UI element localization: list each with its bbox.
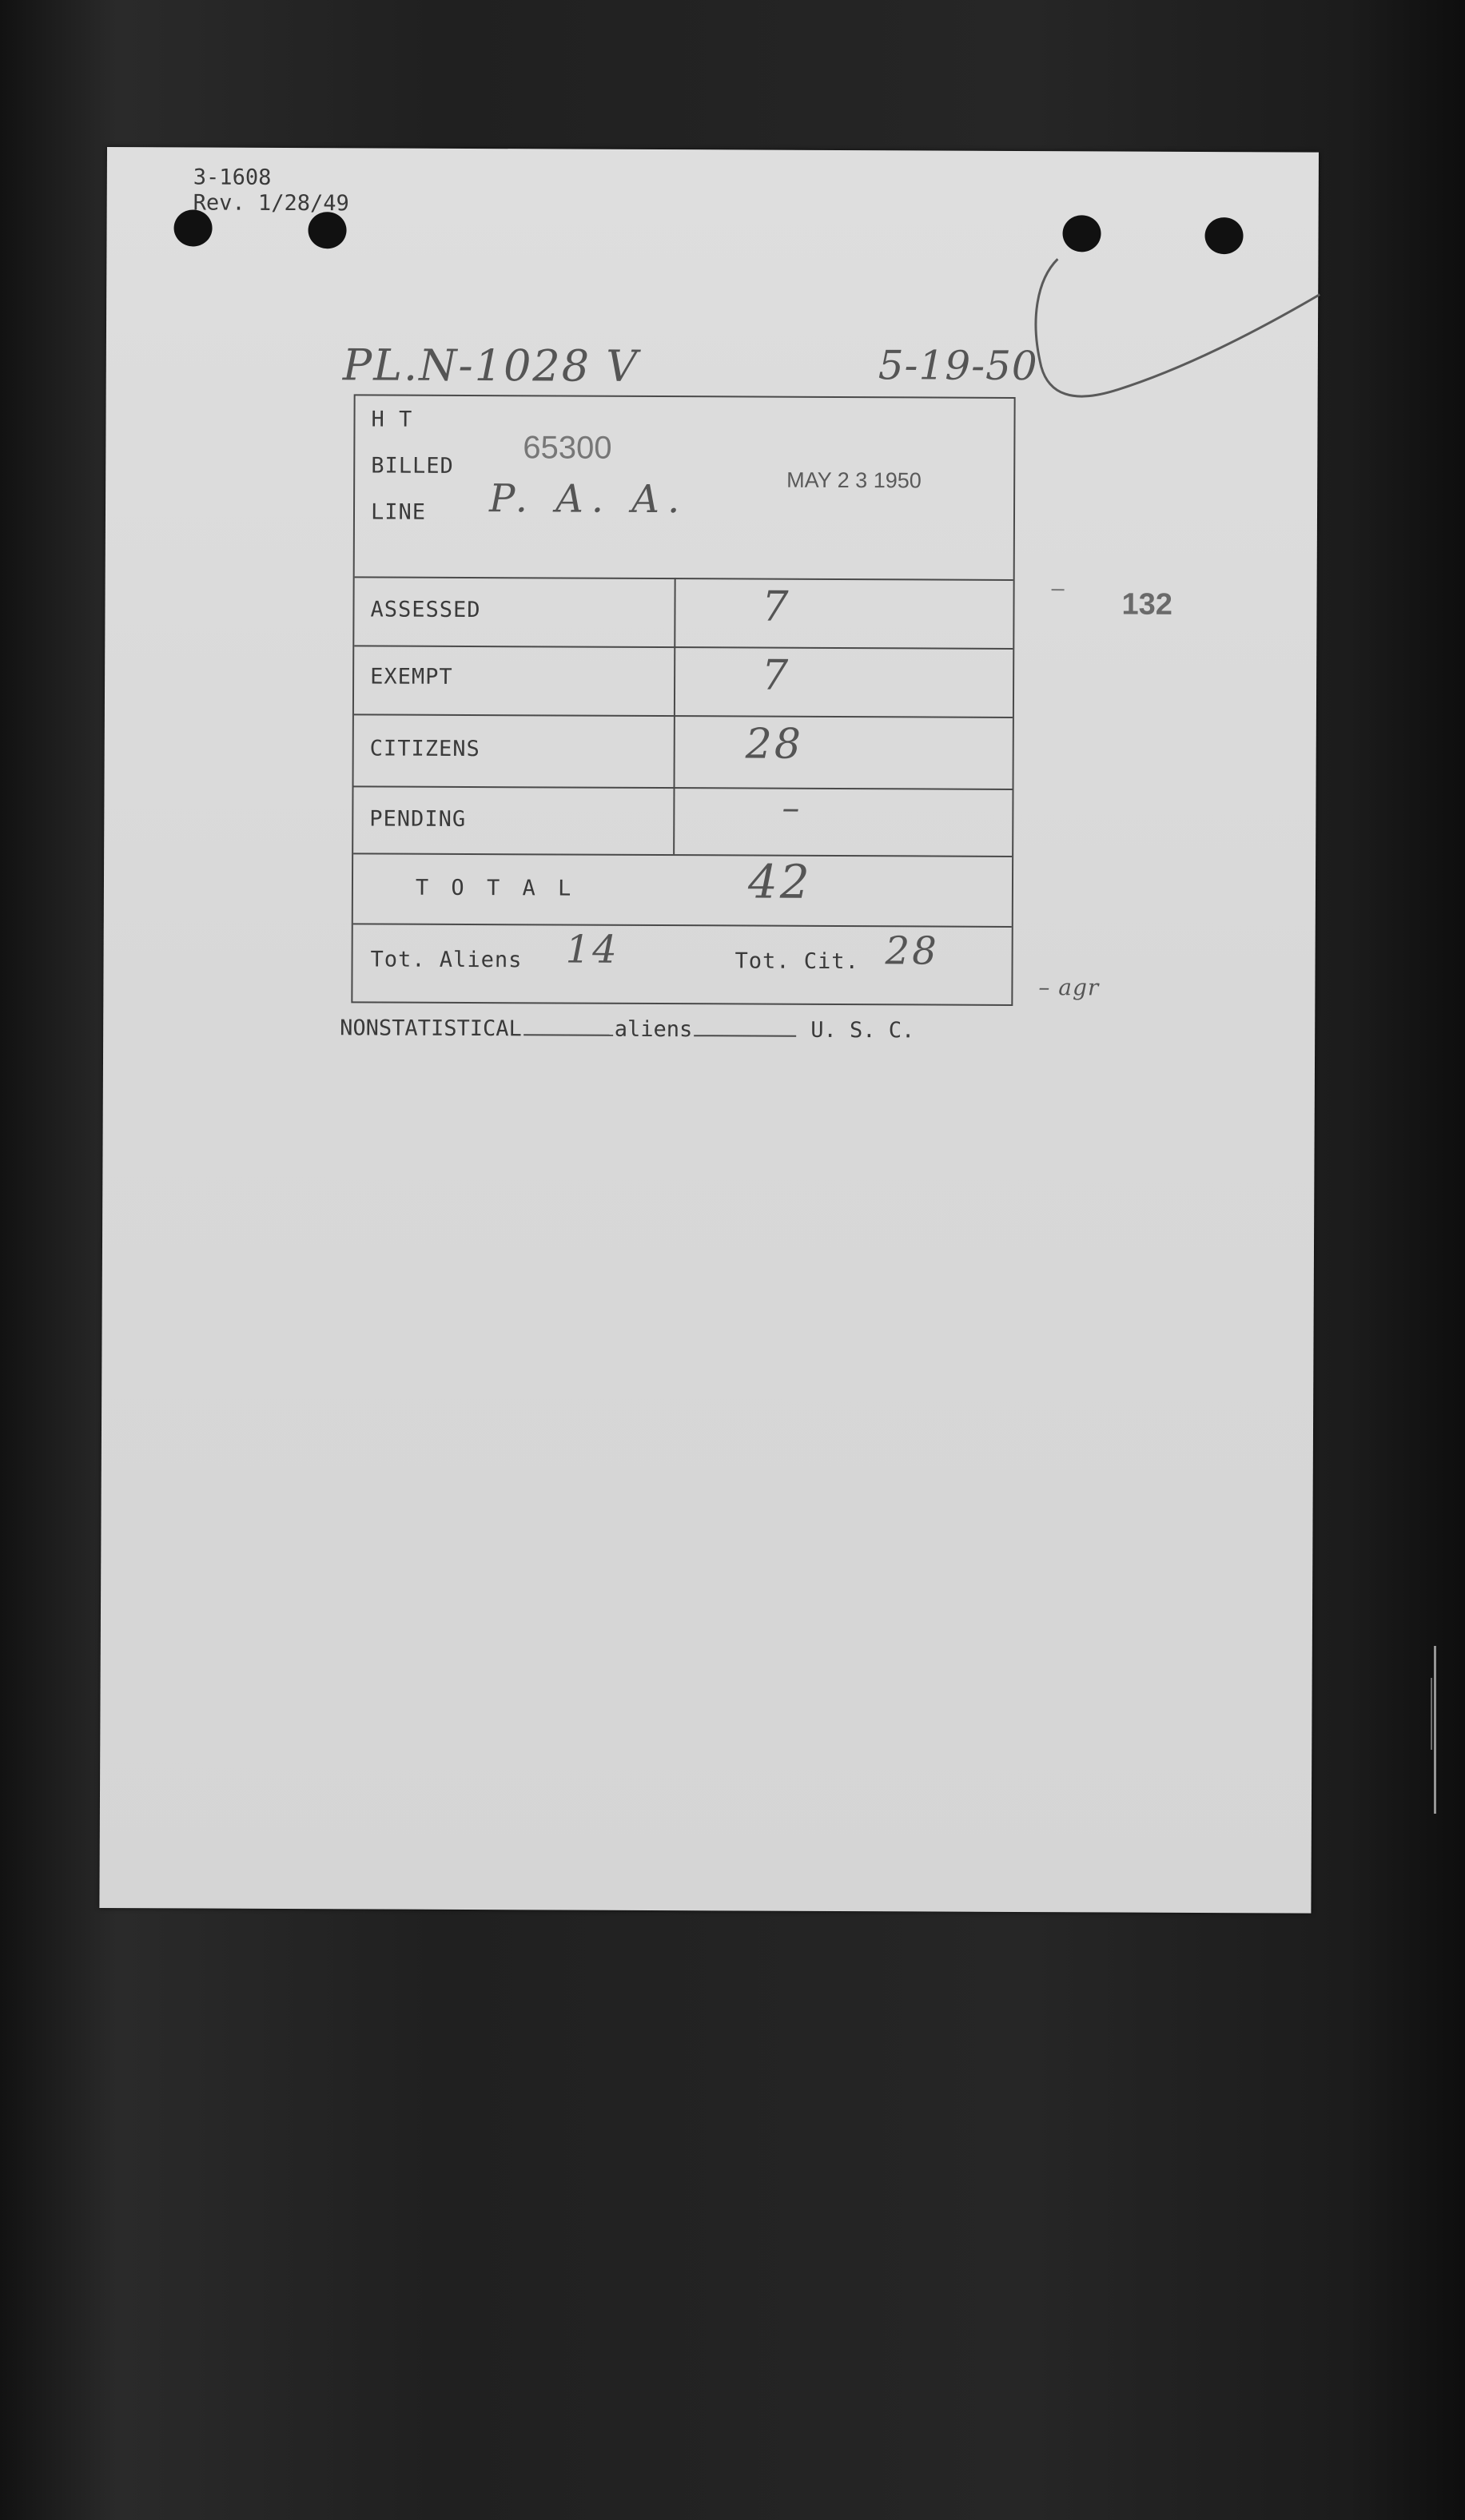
handwritten-reference: PL.N-1028 V xyxy=(342,340,639,392)
form-revision: Rev. 1/28/49 xyxy=(193,190,349,217)
margin-initials: – agr xyxy=(1038,974,1100,1001)
tot-aliens-value: 14 xyxy=(565,927,619,972)
line-value: P. A. A. xyxy=(488,476,688,523)
usc-label: U. S. C. xyxy=(810,1017,915,1043)
punch-hole-right-2 xyxy=(1204,217,1243,254)
tot-aliens-label: Tot. Aliens xyxy=(370,947,523,973)
footer-line xyxy=(340,1016,914,1043)
divider-header xyxy=(355,576,1013,581)
divider-row-3 xyxy=(354,785,1013,790)
row-label-pending: PENDING xyxy=(369,806,467,832)
row-value-pending: – xyxy=(782,787,802,829)
form-sheet xyxy=(99,147,1319,1914)
ht-label: H T xyxy=(371,407,413,432)
row-label-assessed: ASSESSED xyxy=(370,597,481,623)
billed-label: BILLED xyxy=(371,453,454,479)
aliens-label: aliens xyxy=(614,1016,693,1043)
nonstatistical-blank xyxy=(523,1034,613,1035)
divider-total xyxy=(353,923,1012,928)
row-label-citizens: CITIZENS xyxy=(369,736,480,762)
divider-row-2 xyxy=(354,713,1013,718)
margin-number: 132 xyxy=(1121,587,1173,622)
row-value-exempt: 7 xyxy=(761,651,791,700)
tot-cit-label: Tot. Cit. xyxy=(734,948,859,975)
punch-hole-right-1 xyxy=(1062,215,1101,252)
billed-value: 65300 xyxy=(523,430,612,466)
total-value: 42 xyxy=(747,854,812,909)
punch-hole-left-2 xyxy=(308,212,346,248)
row-value-citizens: 28 xyxy=(745,720,804,769)
tot-cit-value: 28 xyxy=(885,928,939,974)
aliens-blank xyxy=(694,1035,796,1037)
nonstatistical-label: NONSTATISTICAL xyxy=(340,1016,522,1042)
total-label: T O T A L xyxy=(415,875,576,901)
handwritten-date: 5-19-50 xyxy=(878,342,1038,390)
form-number: 3-1608 xyxy=(193,165,272,190)
film-scratch-2 xyxy=(1431,1678,1432,1750)
margin-dash xyxy=(1052,589,1065,590)
row-value-assessed: 7 xyxy=(762,582,791,631)
line-label: LINE xyxy=(370,499,427,525)
pencil-scribble xyxy=(1025,255,1321,432)
film-scratch xyxy=(1434,1646,1436,1814)
divider-row-1 xyxy=(354,645,1013,650)
divider-row-4 xyxy=(353,853,1012,857)
statistics-form xyxy=(351,394,1015,1006)
row-label-exempt: EXEMPT xyxy=(370,664,453,690)
received-stamp: MAY 2 3 1950 xyxy=(786,467,922,493)
